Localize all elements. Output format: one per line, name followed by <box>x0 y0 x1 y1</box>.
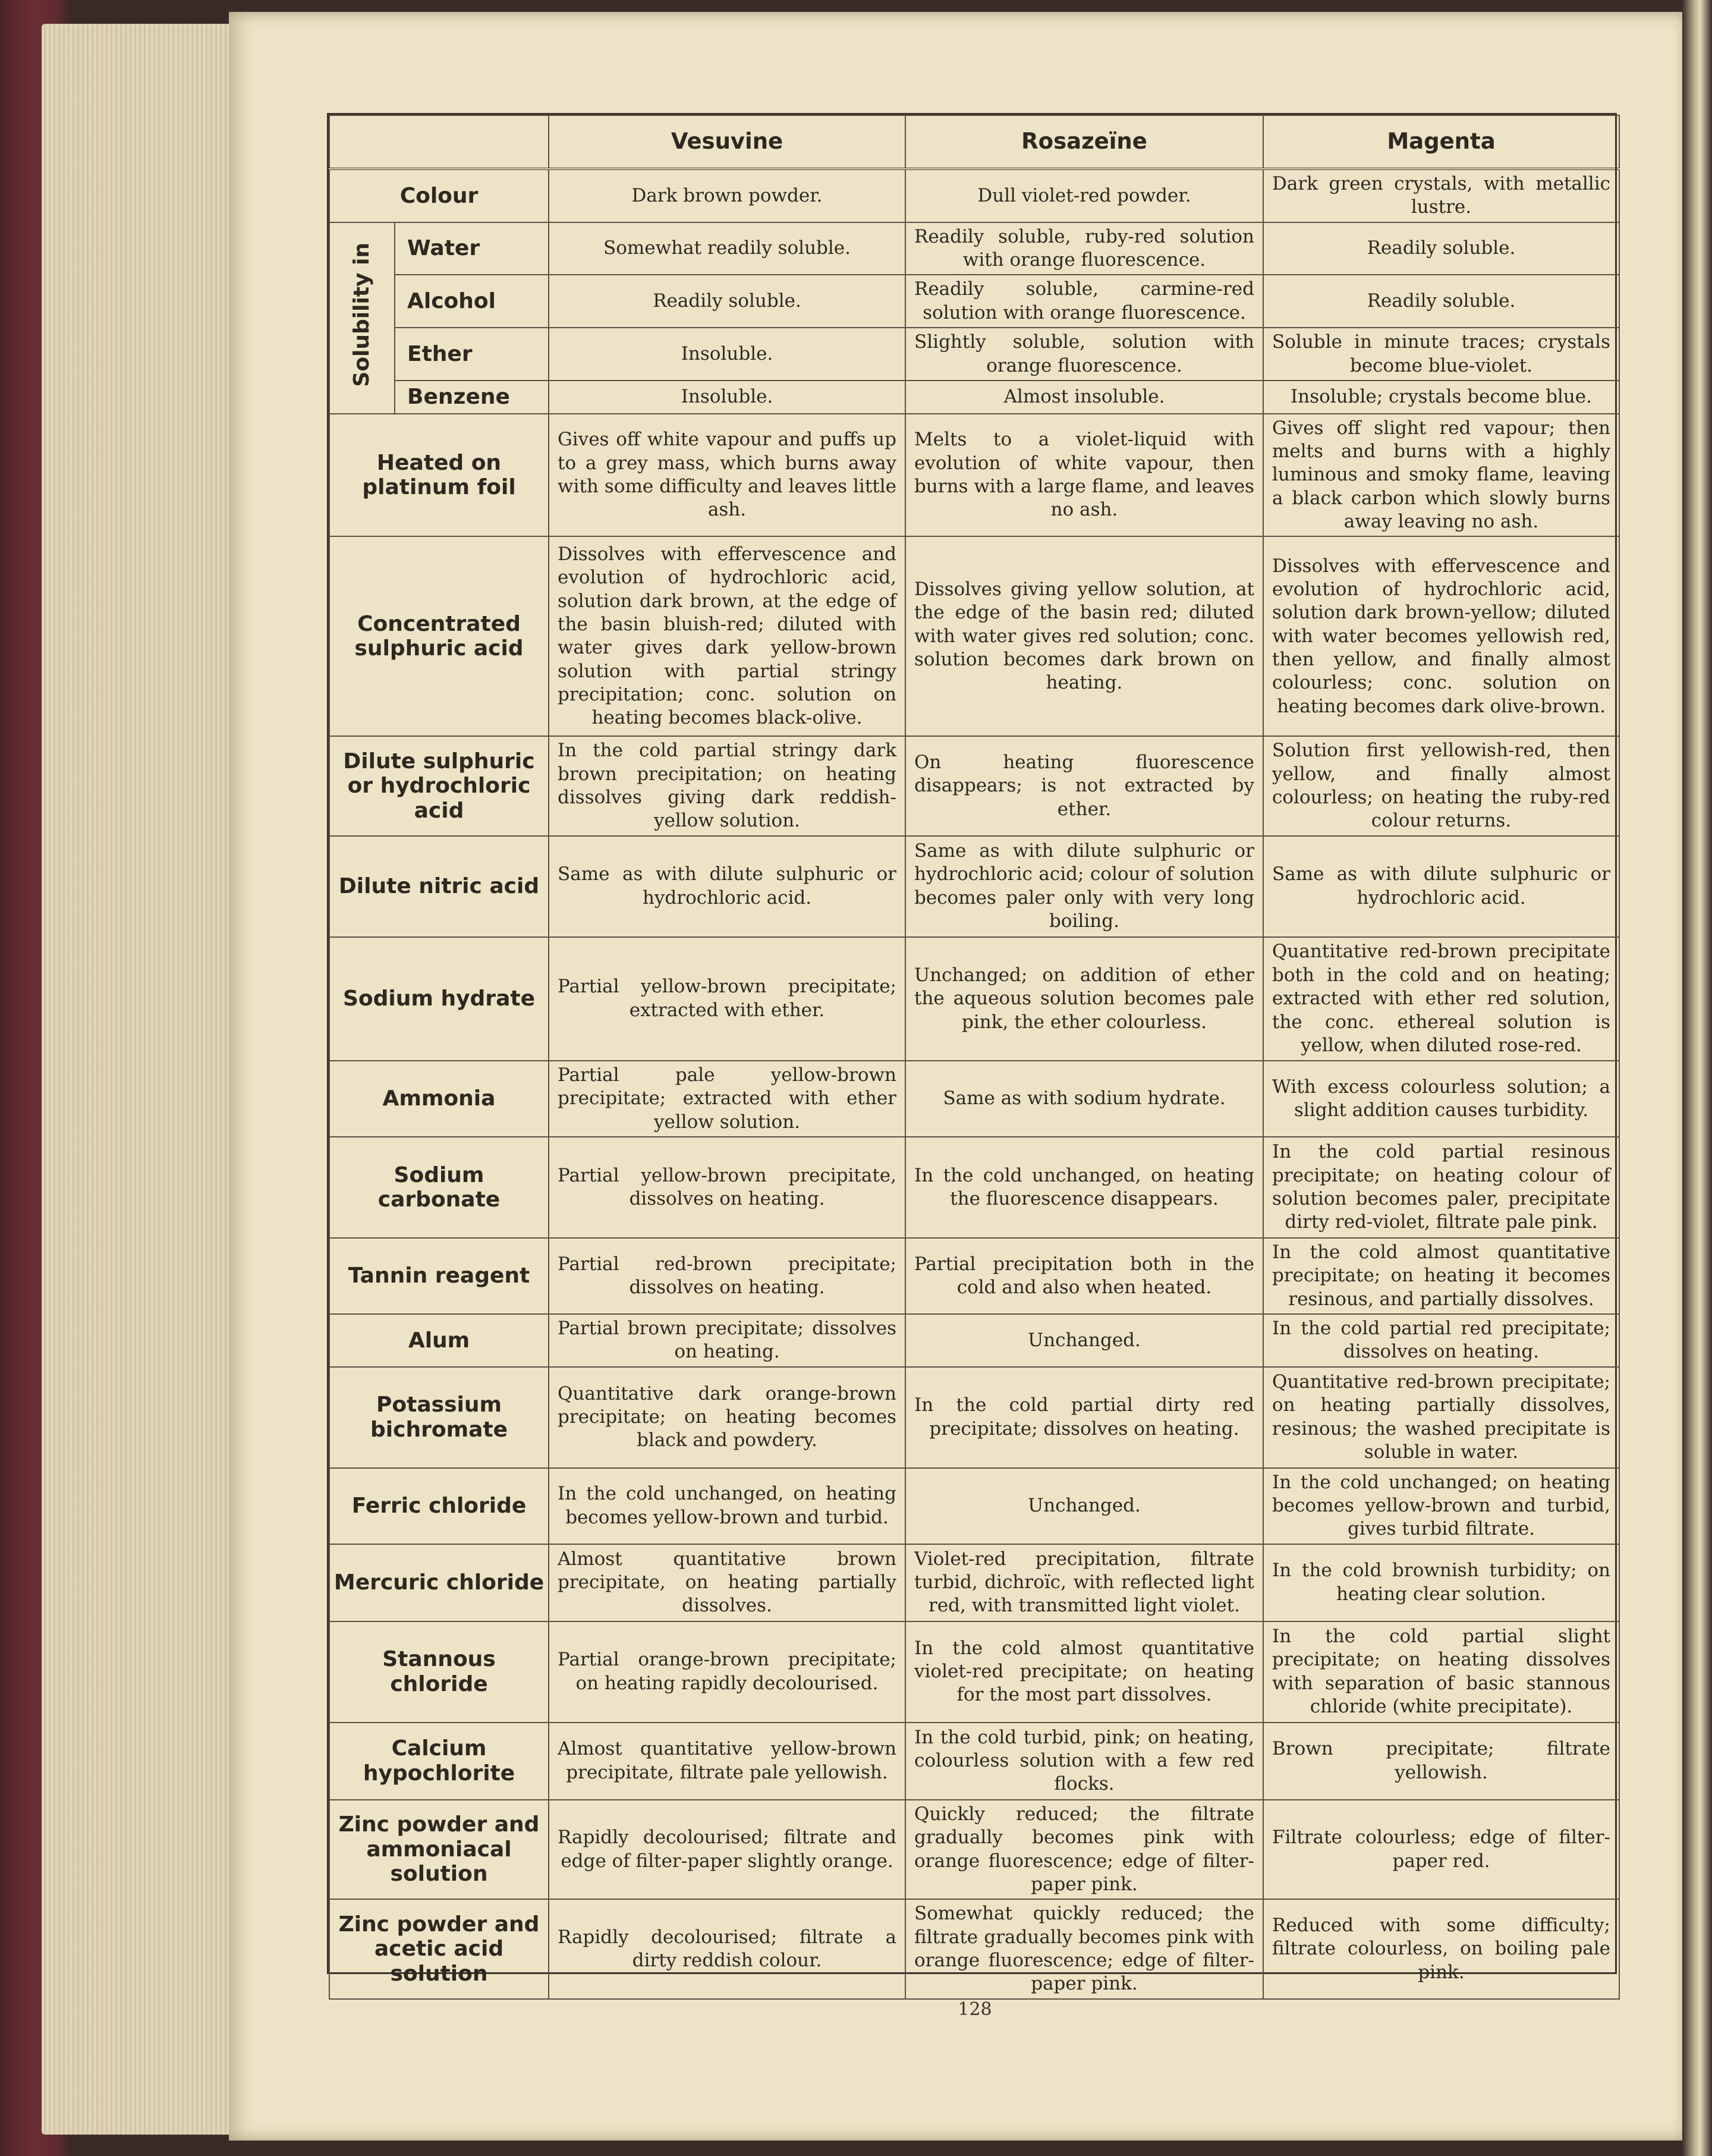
cell-vesuvine: Dark brown powder. <box>549 169 905 222</box>
cell-vesuvine: Partial brown precipitate; dissolves on heating. <box>549 1314 905 1367</box>
table-row <box>329 328 1619 381</box>
cell-magenta: Reduced with some difficulty; filtrate colourless, on boiling pale pink. <box>1263 1899 1619 1998</box>
cell-vesuvine: Partial red-brown precipitate; dissolves on heating. <box>549 1238 905 1314</box>
table-row <box>329 1314 1619 1367</box>
row-label: Dilute nitric acid <box>329 836 549 937</box>
cell-magenta: In the cold brownish turbidity; on heating clear solution. <box>1263 1544 1619 1621</box>
cell-rosazeine: Unchanged. <box>905 1468 1263 1544</box>
cell-magenta: Dark green crystals, with metallic lustre. <box>1263 169 1619 222</box>
row-label: Dilute sulphuric or hydrochloric acid <box>329 736 549 835</box>
cell-vesuvine: Somewhat readily soluble. <box>549 222 905 275</box>
row-label: Tannin reagent <box>329 1238 549 1314</box>
cell-magenta: Same as with dilute sulphuric or hydrochloric acid. <box>1263 836 1619 937</box>
table-row <box>329 736 1619 835</box>
cell-magenta: Soluble in minute traces; crystals become blue-violet. <box>1263 328 1619 381</box>
column-header-magenta: Magenta <box>1263 115 1619 169</box>
row-label: Stannous chloride <box>329 1621 549 1723</box>
cell-rosazeine: In the cold unchanged, on heating the fluorescence disappears. <box>905 1137 1263 1238</box>
cell-vesuvine: Quantitative dark orange-brown precipitate; on heating becomes black and powdery. <box>549 1367 905 1468</box>
cell-rosazeine: Readily soluble, carmine-red solution with orange fluorescence. <box>905 275 1263 328</box>
table-row <box>329 1468 1619 1544</box>
table-row <box>329 937 1619 1061</box>
cell-rosazeine: Quickly reduced; the filtrate gradually becomes pink with orange fluorescence; edge of filter-paper pink. <box>905 1800 1263 1899</box>
solubility-row-label: Ether <box>395 328 549 381</box>
row-label: Potassium bichromate <box>329 1367 549 1468</box>
table-row <box>329 1723 1619 1800</box>
cell-rosazeine: Unchanged; on addition of ether the aqueous solution becomes pale pink, the ether colourless. <box>905 937 1263 1061</box>
row-label: Concentrated sulphuric acid <box>329 536 549 736</box>
solubility-group-label: Solubility in <box>350 243 374 387</box>
header-row <box>329 115 1619 169</box>
cell-vesuvine: Partial yellow-brown precipitate, dissolves on heating. <box>549 1137 905 1238</box>
row-label: Sodium carbonate <box>329 1137 549 1238</box>
cell-rosazeine: On heating fluorescence disappears; is not extracted by ether. <box>905 736 1263 835</box>
table-row <box>329 1238 1619 1314</box>
table-row <box>329 1367 1619 1468</box>
row-label: Ferric chloride <box>329 1468 549 1544</box>
cell-rosazeine: Same as with sodium hydrate. <box>905 1061 1263 1137</box>
table-row <box>329 222 1619 275</box>
cell-vesuvine: Insoluble. <box>549 328 905 381</box>
solubility-group-cell <box>329 222 395 414</box>
cell-rosazeine: Slightly soluble, solution with orange fluorescence. <box>905 328 1263 381</box>
cell-vesuvine: Rapidly decolourised; filtrate a dirty reddish colour. <box>549 1899 905 1998</box>
row-label: Ammonia <box>329 1061 549 1137</box>
cell-rosazeine: Dull violet-red powder. <box>905 169 1263 222</box>
cell-vesuvine: Readily soluble. <box>549 275 905 328</box>
page-edges <box>42 24 238 2135</box>
table-row <box>329 275 1619 328</box>
column-header-vesuvine: Vesuvine <box>549 115 905 169</box>
cell-rosazeine: Melts to a violet-liquid with evolution of white vapour, then burns with a large flame, and leaves no ash. <box>905 414 1263 537</box>
table-row <box>329 1544 1619 1621</box>
table-row <box>329 1800 1619 1899</box>
cell-magenta: Quantitative red-brown precipitate both in the cold and on heating; extracted with ether red solution, the conc. ethereal solution is yellow, when diluted rose-red. <box>1263 937 1619 1061</box>
table-row <box>329 1899 1619 1998</box>
table-row <box>329 1137 1619 1238</box>
cell-rosazeine: Readily soluble, ruby-red solution with orange fluorescence. <box>905 222 1263 275</box>
table-row <box>329 414 1619 537</box>
cell-rosazeine: In the cold almost quantitative violet-red precipitate; on heating for the most part dissolves. <box>905 1621 1263 1723</box>
table-row <box>329 1621 1619 1723</box>
cell-magenta: Solution first yellowish-red, then yellow, and finally almost colourless; on heating the ruby-red colour returns. <box>1263 736 1619 835</box>
cell-vesuvine: Almost quantitative yellow-brown precipitate, filtrate pale yellowish. <box>549 1723 905 1800</box>
row-label: Alum <box>329 1314 549 1367</box>
cell-rosazeine: Unchanged. <box>905 1314 1263 1367</box>
cell-vesuvine: Almost quantitative brown precipitate, on heating partially dissolves. <box>549 1544 905 1621</box>
cell-magenta: Insoluble; crystals become blue. <box>1263 381 1619 414</box>
row-label: Zinc powder and acetic acid solution <box>329 1899 549 1998</box>
cell-vesuvine: Dissolves with effervescence and evolution of hydrochloric acid, solution dark brown, at the edge of the basin bluish-red; diluted with water gives dark yellow-brown solution with partial stringy precipitation; conc. solution on heating becomes black-olive. <box>549 536 905 736</box>
cell-vesuvine: Rapidly decolourised; filtrate and edge of filter-paper slightly orange. <box>549 1800 905 1899</box>
cell-vesuvine: Insoluble. <box>549 381 905 414</box>
cell-magenta: Brown precipitate; filtrate yellowish. <box>1263 1723 1619 1800</box>
cell-magenta: Readily soluble. <box>1263 222 1619 275</box>
cell-vesuvine: Partial pale yellow-brown precipitate; extracted with ether yellow solution. <box>549 1061 905 1137</box>
cell-vesuvine: Gives off white vapour and puffs up to a grey mass, which burns away with some difficulty and leaves little ash. <box>549 414 905 537</box>
cell-rosazeine: Somewhat quickly reduced; the filtrate gradually becomes pink with orange fluorescence; edge of filter-paper pink. <box>905 1899 1263 1998</box>
page-number: 128 <box>958 1999 992 2020</box>
cell-magenta: With excess colourless solution; a slight addition causes turbidity. <box>1263 1061 1619 1137</box>
row-label: Heated on platinum foil <box>329 414 549 537</box>
row-label: Colour <box>329 169 549 222</box>
cell-magenta: In the cold partial red precipitate; dissolves on heating. <box>1263 1314 1619 1367</box>
cell-vesuvine: Same as with dilute sulphuric or hydrochloric acid. <box>549 836 905 937</box>
reactions-table-frame <box>327 113 1617 1995</box>
solubility-row-label: Benzene <box>395 381 549 414</box>
cell-magenta: Filtrate colourless; edge of filter-paper red. <box>1263 1800 1619 1899</box>
cell-magenta: In the cold almost quantitative precipitate; on heating it becomes resinous, and partially dissolves. <box>1263 1238 1619 1314</box>
table-row <box>329 169 1619 222</box>
cell-rosazeine: Almost insoluble. <box>905 381 1263 414</box>
cell-magenta: In the cold unchanged; on heating becomes yellow-brown and turbid, gives turbid filtrate. <box>1263 1468 1619 1544</box>
next-page-edge <box>1682 0 1712 2156</box>
row-label: Mercuric chloride <box>329 1544 549 1621</box>
corner-cell <box>329 115 549 169</box>
cell-rosazeine: Partial precipitation both in the cold and also when heated. <box>905 1238 1263 1314</box>
cell-vesuvine: Partial orange-brown precipitate; on heating rapidly decolourised. <box>549 1621 905 1723</box>
cell-magenta: In the cold partial slight precipitate; on heating dissolves with separation of basic stannous chloride (white precipitate). <box>1263 1621 1619 1723</box>
table-row <box>329 836 1619 937</box>
cell-magenta: In the cold partial resinous precipitate; on heating colour of solution becomes paler, precipitate dirty red-violet, filtrate pale pink. <box>1263 1137 1619 1238</box>
cell-magenta: Readily soluble. <box>1263 275 1619 328</box>
table-row <box>329 536 1619 736</box>
row-label: Zinc powder and ammoniacal solution <box>329 1800 549 1899</box>
cell-rosazeine: Violet-red precipitation, filtrate turbid, dichroïc, with reflected light red, with transmitted light violet. <box>905 1544 1263 1621</box>
column-header-rosazeine: Rosazeïne <box>905 115 1263 169</box>
cell-rosazeine: In the cold partial dirty red precipitate; dissolves on heating. <box>905 1367 1263 1468</box>
reactions-table <box>329 115 1620 2000</box>
cell-rosazeine: Same as with dilute sulphuric or hydrochloric acid; colour of solution becomes paler only with very long boiling. <box>905 836 1263 937</box>
solubility-row-label: Alcohol <box>395 275 549 328</box>
row-label: Sodium hydrate <box>329 937 549 1061</box>
cell-vesuvine: In the cold unchanged, on heating becomes yellow-brown and turbid. <box>549 1468 905 1544</box>
row-label: Calcium hypochlorite <box>329 1723 549 1800</box>
table-row <box>329 1061 1619 1137</box>
cell-rosazeine: In the cold turbid, pink; on heating, colourless solution with a few red flocks. <box>905 1723 1263 1800</box>
table-row <box>329 381 1619 414</box>
cell-vesuvine: Partial yellow-brown precipitate; extracted with ether. <box>549 937 905 1061</box>
solubility-row-label: Water <box>395 222 549 275</box>
cell-magenta: Gives off slight red vapour; then melts and burns with a highly luminous and smoky flame, leaving a black carbon which slowly burns away leaving no ash. <box>1263 414 1619 537</box>
cell-magenta: Quantitative red-brown precipitate; on heating partially dissolves, resinous; the washed precipitate is soluble in water. <box>1263 1367 1619 1468</box>
cell-magenta: Dissolves with effervescence and evolution of hydrochloric acid, solution dark brown-yellow; diluted with water becomes yellowish red, then yellow, and finally almost colourless; conc. solution on heating becomes dark olive-brown. <box>1263 536 1619 736</box>
cell-vesuvine: In the cold partial stringy dark brown precipitation; on heating dissolves giving dark reddish-yellow solution. <box>549 736 905 835</box>
cell-rosazeine: Dissolves giving yellow solution, at the edge of the basin red; diluted with water gives red solution; conc. solution becomes dark brown on heating. <box>905 536 1263 736</box>
